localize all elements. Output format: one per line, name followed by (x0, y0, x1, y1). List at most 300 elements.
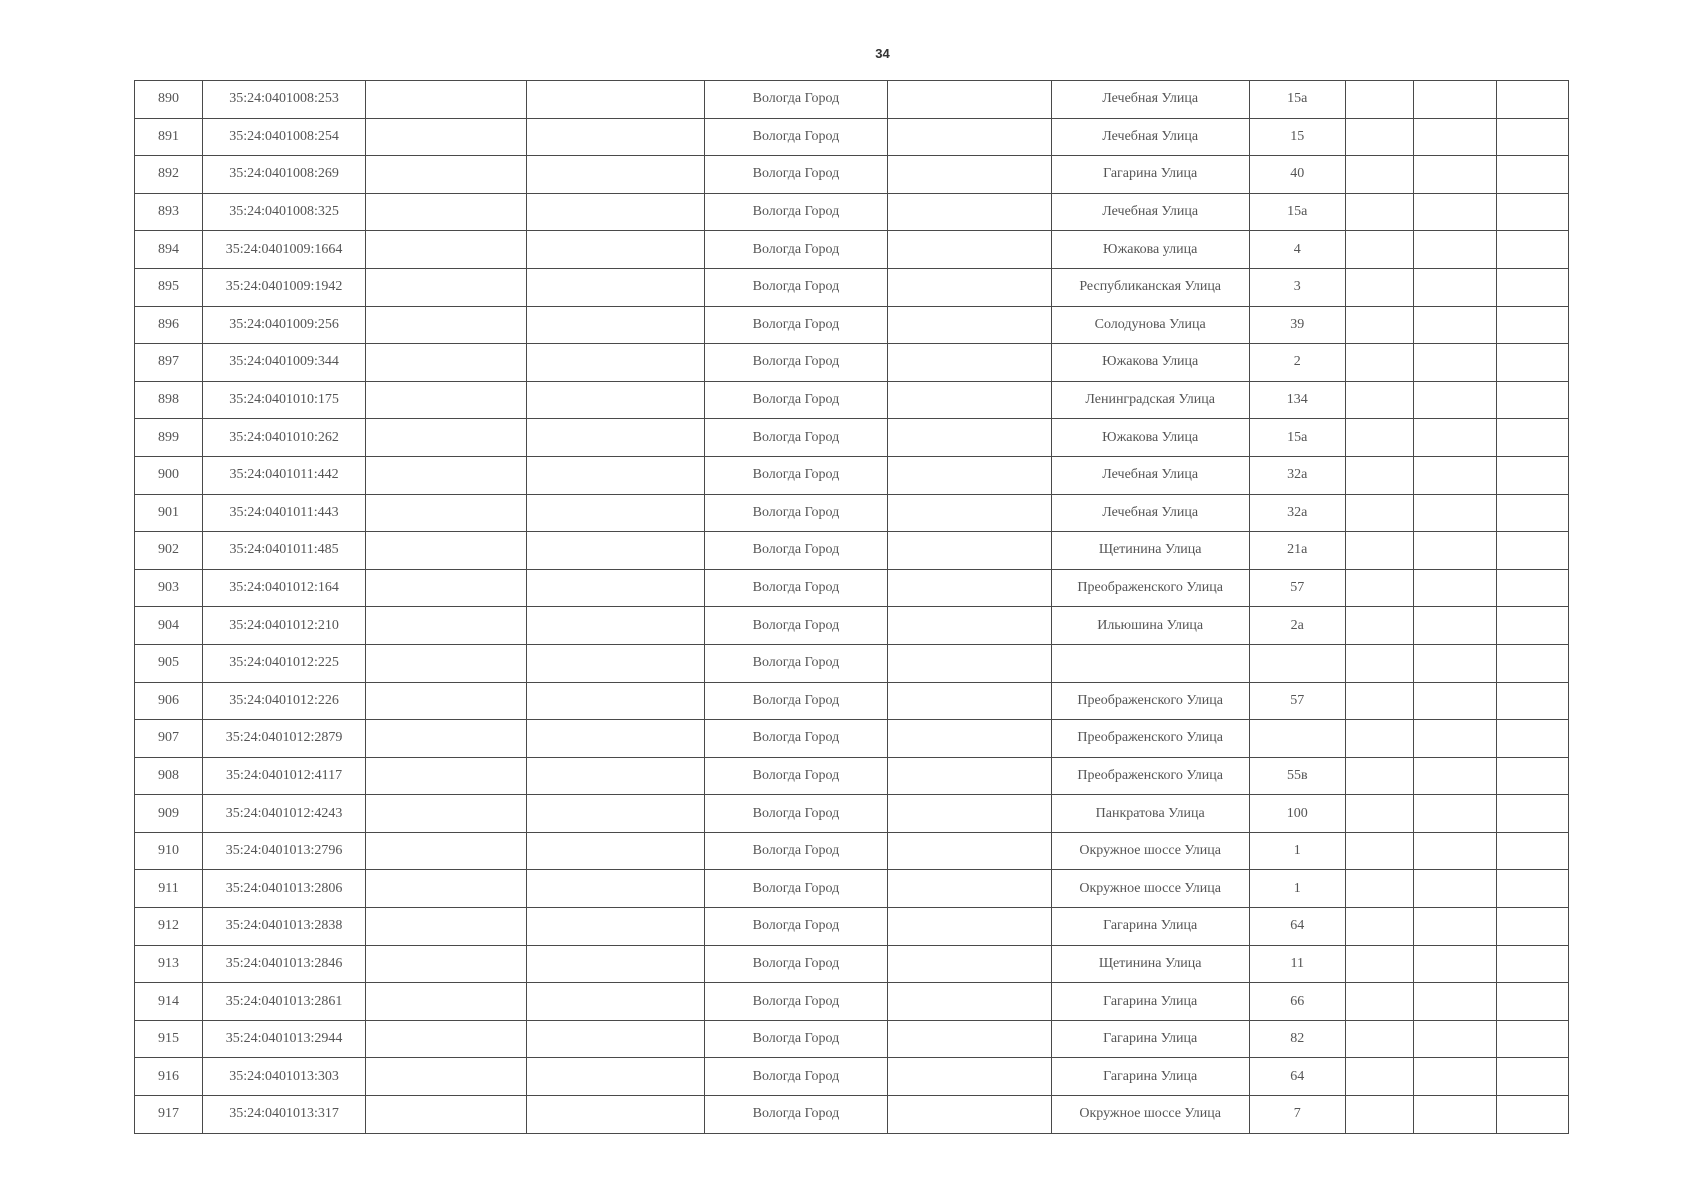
empty-cell (366, 456, 527, 494)
house-number-cell: 15 (1249, 118, 1345, 156)
cadastral-number-cell: 35:24:0401008:254 (203, 118, 366, 156)
table-row (135, 832, 1569, 870)
empty-cell (1345, 381, 1413, 419)
empty-cell (527, 1058, 705, 1096)
empty-cell (1496, 419, 1568, 457)
row-number-cell: 905 (135, 644, 203, 682)
empty-cell (887, 945, 1051, 983)
table-row (135, 494, 1569, 532)
empty-cell (1496, 344, 1568, 382)
cadastral-number-cell: 35:24:0401013:303 (203, 1058, 366, 1096)
empty-cell (1413, 757, 1496, 795)
house-number-cell: 57 (1249, 569, 1345, 607)
cadastral-number-cell: 35:24:0401013:2838 (203, 908, 366, 946)
row-number-cell: 915 (135, 1020, 203, 1058)
empty-cell (1496, 306, 1568, 344)
empty-cell (1413, 1058, 1496, 1096)
house-number-cell: 21а (1249, 532, 1345, 570)
city-cell: Вологда Город (705, 795, 887, 833)
street-cell: Гагарина Улица (1051, 908, 1249, 946)
empty-cell (1345, 419, 1413, 457)
empty-cell (1496, 569, 1568, 607)
empty-cell (1413, 381, 1496, 419)
empty-cell (887, 156, 1051, 194)
city-cell: Вологда Город (705, 456, 887, 494)
empty-cell (366, 870, 527, 908)
table-row (135, 682, 1569, 720)
city-cell: Вологда Город (705, 494, 887, 532)
empty-cell (1345, 569, 1413, 607)
empty-cell (1496, 456, 1568, 494)
empty-cell (1345, 757, 1413, 795)
empty-cell (1345, 607, 1413, 645)
cadastral-number-cell: 35:24:0401012:2879 (203, 720, 366, 758)
empty-cell (1345, 118, 1413, 156)
empty-cell (1345, 268, 1413, 306)
empty-cell (366, 156, 527, 194)
cadastral-number-cell: 35:24:0401013:2861 (203, 983, 366, 1021)
empty-cell (366, 644, 527, 682)
empty-cell (887, 532, 1051, 570)
empty-cell (366, 795, 527, 833)
city-cell: Вологда Город (705, 720, 887, 758)
city-cell: Вологда Город (705, 757, 887, 795)
empty-cell (887, 607, 1051, 645)
house-number-cell: 15а (1249, 419, 1345, 457)
empty-cell (1345, 832, 1413, 870)
empty-cell (366, 419, 527, 457)
empty-cell (1496, 720, 1568, 758)
empty-cell (527, 607, 705, 645)
row-number-cell: 910 (135, 832, 203, 870)
table-row (135, 569, 1569, 607)
house-number-cell: 3 (1249, 268, 1345, 306)
street-cell: Окружное шоссе Улица (1051, 870, 1249, 908)
table-row (135, 381, 1569, 419)
empty-cell (527, 81, 705, 119)
empty-cell (1345, 344, 1413, 382)
empty-cell (1345, 720, 1413, 758)
row-number-cell: 900 (135, 456, 203, 494)
empty-cell (527, 795, 705, 833)
empty-cell (887, 344, 1051, 382)
row-number-cell: 912 (135, 908, 203, 946)
cadastral-number-cell: 35:24:0401008:325 (203, 193, 366, 231)
empty-cell (366, 682, 527, 720)
empty-cell (366, 757, 527, 795)
empty-cell (1496, 231, 1568, 269)
street-cell: Щетинина Улица (1051, 532, 1249, 570)
empty-cell (1413, 532, 1496, 570)
empty-cell (1413, 231, 1496, 269)
street-cell: Окружное шоссе Улица (1051, 832, 1249, 870)
row-number-cell: 917 (135, 1096, 203, 1134)
row-number-cell: 895 (135, 268, 203, 306)
empty-cell (527, 870, 705, 908)
table-row (135, 532, 1569, 570)
cadastral-number-cell: 35:24:0401012:4117 (203, 757, 366, 795)
empty-cell (366, 268, 527, 306)
empty-cell (1413, 983, 1496, 1021)
empty-cell (366, 381, 527, 419)
empty-cell (1496, 193, 1568, 231)
empty-cell (1345, 644, 1413, 682)
house-number-cell: 134 (1249, 381, 1345, 419)
empty-cell (887, 757, 1051, 795)
house-number-cell: 32а (1249, 456, 1345, 494)
empty-cell (366, 908, 527, 946)
table-body (135, 81, 1569, 1134)
property-registry-table (134, 80, 1569, 1134)
empty-cell (366, 1058, 527, 1096)
cadastral-number-cell: 35:24:0401012:225 (203, 644, 366, 682)
empty-cell (1496, 1020, 1568, 1058)
table-row (135, 720, 1569, 758)
cadastral-number-cell: 35:24:0401013:2846 (203, 945, 366, 983)
cadastral-number-cell: 35:24:0401013:2796 (203, 832, 366, 870)
row-number-cell: 897 (135, 344, 203, 382)
empty-cell (366, 494, 527, 532)
empty-cell (1496, 156, 1568, 194)
cadastral-number-cell: 35:24:0401011:442 (203, 456, 366, 494)
street-cell: Лечебная Улица (1051, 456, 1249, 494)
street-cell: Преображенского Улица (1051, 757, 1249, 795)
empty-cell (1345, 231, 1413, 269)
empty-cell (1413, 156, 1496, 194)
city-cell: Вологда Город (705, 1020, 887, 1058)
empty-cell (1413, 118, 1496, 156)
city-cell: Вологда Город (705, 569, 887, 607)
row-number-cell: 908 (135, 757, 203, 795)
house-number-cell: 66 (1249, 983, 1345, 1021)
city-cell: Вологда Город (705, 193, 887, 231)
empty-cell (527, 344, 705, 382)
row-number-cell: 896 (135, 306, 203, 344)
empty-cell (887, 1058, 1051, 1096)
house-number-cell: 1 (1249, 870, 1345, 908)
city-cell: Вологда Город (705, 644, 887, 682)
empty-cell (527, 193, 705, 231)
row-number-cell: 890 (135, 81, 203, 119)
empty-cell (1413, 644, 1496, 682)
row-number-cell: 903 (135, 569, 203, 607)
city-cell: Вологда Город (705, 419, 887, 457)
empty-cell (1345, 870, 1413, 908)
empty-cell (887, 870, 1051, 908)
empty-cell (887, 569, 1051, 607)
house-number-cell: 100 (1249, 795, 1345, 833)
city-cell: Вологда Город (705, 268, 887, 306)
empty-cell (1496, 832, 1568, 870)
empty-cell (887, 1096, 1051, 1134)
house-number-cell: 7 (1249, 1096, 1345, 1134)
city-cell: Вологда Город (705, 81, 887, 119)
empty-cell (527, 268, 705, 306)
empty-cell (1345, 1058, 1413, 1096)
empty-cell (1345, 1096, 1413, 1134)
street-cell: Южакова Улица (1051, 344, 1249, 382)
street-cell: Преображенского Улица (1051, 720, 1249, 758)
city-cell: Вологда Город (705, 231, 887, 269)
cadastral-number-cell: 35:24:0401012:4243 (203, 795, 366, 833)
empty-cell (1413, 607, 1496, 645)
empty-cell (887, 682, 1051, 720)
house-number-cell: 40 (1249, 156, 1345, 194)
empty-cell (1413, 1096, 1496, 1134)
table-row (135, 908, 1569, 946)
city-cell: Вологда Город (705, 832, 887, 870)
empty-cell (366, 720, 527, 758)
empty-cell (1496, 494, 1568, 532)
empty-cell (1496, 607, 1568, 645)
house-number-cell: 55в (1249, 757, 1345, 795)
row-number-cell: 891 (135, 118, 203, 156)
empty-cell (1413, 1020, 1496, 1058)
empty-cell (527, 456, 705, 494)
table-row (135, 231, 1569, 269)
empty-cell (1496, 1058, 1568, 1096)
street-cell: Солодунова Улица (1051, 306, 1249, 344)
table-row (135, 419, 1569, 457)
empty-cell (1413, 494, 1496, 532)
empty-cell (527, 832, 705, 870)
empty-cell (527, 494, 705, 532)
empty-cell (1413, 344, 1496, 382)
empty-cell (1413, 720, 1496, 758)
street-cell: Гагарина Улица (1051, 1058, 1249, 1096)
cadastral-number-cell: 35:24:0401013:2944 (203, 1020, 366, 1058)
empty-cell (1496, 644, 1568, 682)
street-cell: Щетинина Улица (1051, 945, 1249, 983)
empty-cell (1496, 81, 1568, 119)
empty-cell (1345, 682, 1413, 720)
street-cell: Ленинградская Улица (1051, 381, 1249, 419)
empty-cell (1496, 532, 1568, 570)
house-number-cell: 2 (1249, 344, 1345, 382)
street-cell: Преображенского Улица (1051, 569, 1249, 607)
table-row (135, 607, 1569, 645)
row-number-cell: 913 (135, 945, 203, 983)
street-cell: Гагарина Улица (1051, 156, 1249, 194)
cadastral-number-cell: 35:24:0401013:317 (203, 1096, 366, 1134)
empty-cell (887, 381, 1051, 419)
house-number-cell (1249, 644, 1345, 682)
empty-cell (527, 644, 705, 682)
cadastral-number-cell: 35:24:0401009:1664 (203, 231, 366, 269)
city-cell: Вологда Город (705, 306, 887, 344)
table-row (135, 81, 1569, 119)
empty-cell (366, 607, 527, 645)
cadastral-number-cell: 35:24:0401010:175 (203, 381, 366, 419)
city-cell: Вологда Город (705, 607, 887, 645)
street-cell: Преображенского Улица (1051, 682, 1249, 720)
empty-cell (887, 268, 1051, 306)
street-cell: Южакова Улица (1051, 419, 1249, 457)
empty-cell (366, 344, 527, 382)
empty-cell (1496, 945, 1568, 983)
row-number-cell: 911 (135, 870, 203, 908)
table-row (135, 118, 1569, 156)
empty-cell (366, 983, 527, 1021)
empty-cell (1496, 118, 1568, 156)
empty-cell (366, 832, 527, 870)
empty-cell (527, 231, 705, 269)
empty-cell (1345, 456, 1413, 494)
city-cell: Вологда Город (705, 532, 887, 570)
empty-cell (527, 983, 705, 1021)
city-cell: Вологда Город (705, 118, 887, 156)
empty-cell (1496, 682, 1568, 720)
empty-cell (887, 1020, 1051, 1058)
empty-cell (887, 419, 1051, 457)
empty-cell (1413, 908, 1496, 946)
empty-cell (887, 644, 1051, 682)
empty-cell (527, 419, 705, 457)
empty-cell (1345, 532, 1413, 570)
empty-cell (527, 381, 705, 419)
row-number-cell: 901 (135, 494, 203, 532)
empty-cell (366, 193, 527, 231)
empty-cell (527, 945, 705, 983)
row-number-cell: 899 (135, 419, 203, 457)
empty-cell (887, 908, 1051, 946)
empty-cell (887, 306, 1051, 344)
house-number-cell: 64 (1249, 1058, 1345, 1096)
table-row (135, 757, 1569, 795)
empty-cell (527, 1096, 705, 1134)
empty-cell (1413, 870, 1496, 908)
empty-cell (1413, 81, 1496, 119)
empty-cell (1413, 419, 1496, 457)
empty-cell (527, 720, 705, 758)
table-row (135, 268, 1569, 306)
empty-cell (1345, 81, 1413, 119)
cadastral-number-cell: 35:24:0401011:485 (203, 532, 366, 570)
empty-cell (527, 569, 705, 607)
house-number-cell: 15а (1249, 193, 1345, 231)
row-number-cell: 894 (135, 231, 203, 269)
row-number-cell: 914 (135, 983, 203, 1021)
empty-cell (1496, 983, 1568, 1021)
house-number-cell: 2а (1249, 607, 1345, 645)
row-number-cell: 893 (135, 193, 203, 231)
city-cell: Вологда Город (705, 908, 887, 946)
empty-cell (1413, 795, 1496, 833)
empty-cell (887, 832, 1051, 870)
city-cell: Вологда Город (705, 1058, 887, 1096)
empty-cell (1413, 945, 1496, 983)
empty-cell (887, 231, 1051, 269)
table-row (135, 1020, 1569, 1058)
street-cell: Республиканская Улица (1051, 268, 1249, 306)
empty-cell (887, 720, 1051, 758)
street-cell: Лечебная Улица (1051, 118, 1249, 156)
empty-cell (1413, 193, 1496, 231)
empty-cell (887, 81, 1051, 119)
cadastral-number-cell: 35:24:0401012:164 (203, 569, 366, 607)
empty-cell (1345, 945, 1413, 983)
table-row (135, 156, 1569, 194)
house-number-cell (1249, 720, 1345, 758)
city-cell: Вологда Город (705, 381, 887, 419)
empty-cell (887, 118, 1051, 156)
table-row (135, 1058, 1569, 1096)
cadastral-number-cell: 35:24:0401008:269 (203, 156, 366, 194)
table-row (135, 344, 1569, 382)
street-cell (1051, 644, 1249, 682)
empty-cell (527, 118, 705, 156)
cadastral-number-cell: 35:24:0401012:226 (203, 682, 366, 720)
empty-cell (1496, 381, 1568, 419)
row-number-cell: 904 (135, 607, 203, 645)
empty-cell (527, 908, 705, 946)
empty-cell (1345, 494, 1413, 532)
street-cell: Южакова улица (1051, 231, 1249, 269)
row-number-cell: 898 (135, 381, 203, 419)
table-row (135, 795, 1569, 833)
city-cell: Вологда Город (705, 983, 887, 1021)
empty-cell (527, 1020, 705, 1058)
street-cell: Ильюшина Улица (1051, 607, 1249, 645)
row-number-cell: 907 (135, 720, 203, 758)
empty-cell (1413, 569, 1496, 607)
empty-cell (1496, 908, 1568, 946)
street-cell: Панкратова Улица (1051, 795, 1249, 833)
row-number-cell: 909 (135, 795, 203, 833)
street-cell: Окружное шоссе Улица (1051, 1096, 1249, 1134)
empty-cell (1496, 268, 1568, 306)
empty-cell (366, 306, 527, 344)
empty-cell (366, 118, 527, 156)
street-cell: Лечебная Улица (1051, 193, 1249, 231)
empty-cell (887, 193, 1051, 231)
table-row (135, 456, 1569, 494)
house-number-cell: 82 (1249, 1020, 1345, 1058)
empty-cell (527, 156, 705, 194)
empty-cell (1413, 306, 1496, 344)
street-cell: Гагарина Улица (1051, 1020, 1249, 1058)
empty-cell (1345, 1020, 1413, 1058)
table-row (135, 983, 1569, 1021)
city-cell: Вологда Город (705, 344, 887, 382)
empty-cell (527, 682, 705, 720)
cadastral-number-cell: 35:24:0401008:253 (203, 81, 366, 119)
city-cell: Вологда Город (705, 682, 887, 720)
house-number-cell: 15а (1249, 81, 1345, 119)
table-row (135, 945, 1569, 983)
empty-cell (1496, 870, 1568, 908)
row-number-cell: 906 (135, 682, 203, 720)
cadastral-number-cell: 35:24:0401011:443 (203, 494, 366, 532)
empty-cell (527, 532, 705, 570)
empty-cell (366, 532, 527, 570)
empty-cell (366, 945, 527, 983)
city-cell: Вологда Город (705, 870, 887, 908)
empty-cell (366, 569, 527, 607)
empty-cell (887, 494, 1051, 532)
empty-cell (1345, 983, 1413, 1021)
cadastral-number-cell: 35:24:0401010:262 (203, 419, 366, 457)
empty-cell (1413, 456, 1496, 494)
empty-cell (1413, 832, 1496, 870)
empty-cell (887, 456, 1051, 494)
row-number-cell: 902 (135, 532, 203, 570)
empty-cell (1413, 682, 1496, 720)
house-number-cell: 4 (1249, 231, 1345, 269)
house-number-cell: 57 (1249, 682, 1345, 720)
empty-cell (527, 306, 705, 344)
empty-cell (1345, 193, 1413, 231)
